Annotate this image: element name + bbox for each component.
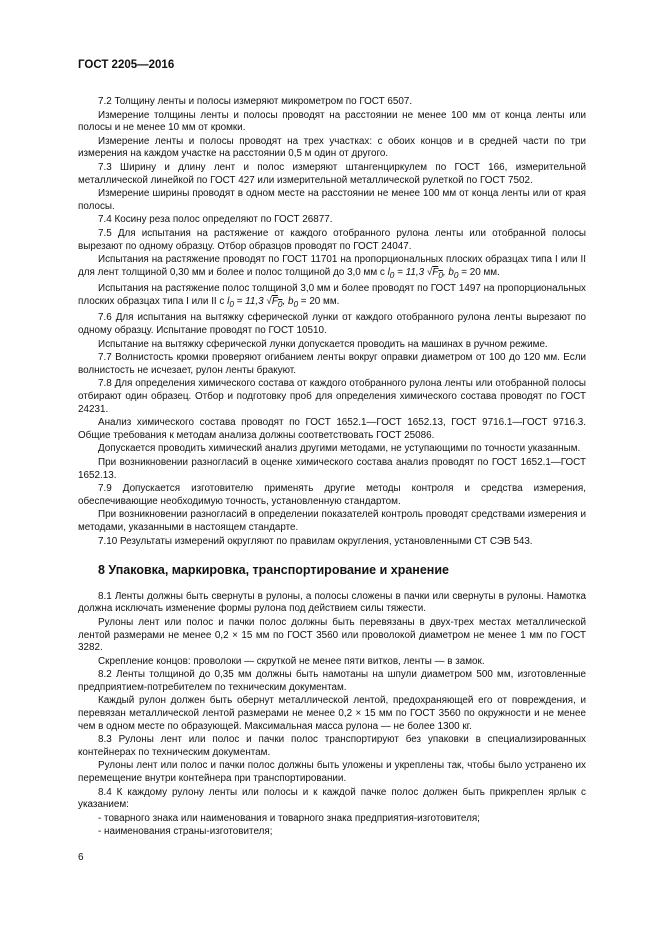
- formula-l: l: [227, 295, 230, 307]
- formula-F: F: [271, 295, 278, 307]
- paragraph: При возникновении разногласий в определении показателей контроль проводят средствами измерения и методами, указанными в настоящем стандарте.: [78, 509, 586, 533]
- paragraph: Рулоны лент или полос и пачки полос должны быть уложены и укреплены так, чтобы было устранено их перемещение внутри контейнера при транспортировании.: [78, 760, 586, 785]
- paragraph: Измерение толщины ленты и полосы проводят на расстоянии не менее 100 мм от конца ленты или полосы и не менее 10 мм от кромки.: [78, 109, 586, 134]
- paragraph: Рулоны лент или полос и пачки полос должны быть перевязаны в двух-трех местах металлической лентой размерами не менее 0,2 × 15 мм по ГОСТ 3560 или проволокой диаметром не менее 1 мм по ГОСТ 3282.: [78, 616, 586, 654]
- formula-l: l: [387, 266, 390, 278]
- paragraph: 7.9 Допускается изготовителю применять другие методы контроля и средства измерения, обеспечивающие необходимую точность, установленную стандартом.: [78, 483, 586, 507]
- formula: $l_0 = 11,3$ $√F_0$, $b_0$: [227, 295, 299, 309]
- paragraph-with-formula: [78, 254, 586, 282]
- sqrt-symbol: √: [266, 295, 272, 307]
- paragraph: Анализ химического состава проводят по ГОСТ 1652.1—ГОСТ 1652.13, ГОСТ 9716.1—ГОСТ 9716.3. Общие требования к методам анализа должны соответствовать ГОСТ 25086.: [78, 417, 586, 441]
- page-content: [78, 96, 586, 840]
- list-item: - товарного знака или наименования и товарного знака предприятия-изготовителя;: [98, 812, 480, 824]
- paragraph: 8.3 Рулоны лент или полос и пачки полос транспортируют без упаковки в специализированных контейнерах по техническим документам.: [78, 734, 586, 758]
- paragraph: Скрепление концов: проволоки — скруткой не менее пяти витков, ленты — в замок.: [98, 655, 485, 667]
- page-number: 6: [78, 852, 84, 863]
- formula-tail: = 20 мм.: [298, 295, 340, 307]
- paragraph: При возникновении разногласий в оценке химического состава анализ проводят по ГОСТ 1652.1—ГОСТ 1652.13.: [78, 456, 586, 481]
- formula-sub: 0: [277, 299, 283, 309]
- paragraph: 7.4 Косину реза полос определяют по ГОСТ 26877.: [98, 214, 333, 226]
- paragraph-text: Испытания на растяжение полос толщиной 3,0 мм и более проводят по ГОСТ 1497 на пропорциональных плоских образцах типа I или II с: [78, 283, 586, 307]
- paragraph: Каждый рулон должен быть обернут металлической лентой, предохраняющей его от повреждения, и перевязан металлической лентой размерами не менее 0,2 × 15 мм по ГОСТ 3560 по окружности и не менее чем в одном месте по образующей. Максимальная масса рулона — не более 1300 кг.: [78, 695, 586, 732]
- formula-tail: = 20 мм.: [458, 266, 500, 278]
- paragraph: Измерение ленты и полосы проводят на трех участках: с обоих концов и в средней части по три измерения на каждом участке на расстоянии 0,5 м один от другого.: [78, 135, 586, 160]
- formula-F: F: [432, 266, 439, 278]
- formula: $l_0 = 11,3$ $√F_0$, $b_0$: [387, 266, 459, 280]
- paragraph: 7.2 Толщину ленты и полосы измеряют микрометром по ГОСТ 6507.: [98, 96, 413, 107]
- formula-b: b: [448, 266, 454, 278]
- formula-eq: = 11,3: [233, 295, 267, 307]
- formula-eq: = 11,3: [394, 266, 427, 278]
- formula-sub: 0: [229, 299, 234, 309]
- sqrt-symbol: √: [426, 266, 433, 278]
- paragraph: 8.4 К каждому рулону ленты или полосы и к каждой пачке полос должен быть прикреплен ярлык с указанием:: [78, 786, 586, 811]
- paragraph: 7.8 Для определения химического состава от каждого отобранного рулона ленты или отобранной полосы отбирают один образец. Отбор и подготовку проб для определения химического состава проводят по ГОСТ 24231.: [78, 378, 586, 415]
- paragraph: 7.6 Для испытания на вытяжку сферической лунки от каждого отобранного рулона ленты вырезают по одному образцу. Испытание проводят по ГОСТ 10510.: [78, 312, 586, 337]
- formula-radicand: [272, 296, 283, 307]
- paragraph: 7.7 Волнистость кромки проверяют огибанием ленты вокруг оправки диаметром от 100 до 120 мм. Если волнистость не исчезает, рулон ленты бракуют.: [78, 352, 586, 376]
- formula-sub: 0: [389, 270, 395, 280]
- document-header: ГОСТ 2205—2016: [78, 59, 175, 71]
- formula-sub: 0: [293, 299, 299, 309]
- formula-b: b: [287, 295, 294, 307]
- paragraph: Испытание на вытяжку сферической лунки допускается проводить на машинах в ручном режиме.: [98, 338, 548, 350]
- paragraph: 8.1 Ленты должны быть свернуты в рулоны, а полосы сложены в пачки или свернуты в рулоны. Намотка должна исключать изменение формы рулона под действием силы тяжести.: [78, 590, 586, 615]
- paragraph-text: Испытания на растяжение проводят по ГОСТ 11701 на пропорциональных плоских образцах типа I или II для лент толщиной 0,30 мм и более и полос толщиной до 3,0 мм с: [78, 254, 586, 278]
- formula-sub: 0: [438, 270, 443, 280]
- formula-sub: 0: [453, 270, 459, 280]
- paragraph: 7.5 Для испытания на растяжение от каждого отобранного рулона ленты или отобранной полосы вырезают по одному образцу. Отбор образцов проводят по ГОСТ 24047.: [78, 227, 586, 252]
- section-title: 8 Упаковка, маркировка, транспортирование и хранение: [98, 563, 449, 578]
- paragraph: Измерение ширины проводят в одном месте на расстоянии не менее 100 мм от конца ленты или от края полосы.: [78, 188, 586, 212]
- paragraph: 8.2 Ленты толщиной до 0,35 мм должны быть намотаны на шпули диаметром 500 мм, изготовленные предприятием-потребителем по техническим документам.: [78, 669, 586, 693]
- paragraph: 7.3 Ширину и длину лент и полос измеряют штангенциркулем по ГОСТ 166, измерительной металлической линейкой по ГОСТ 427 или измерительной металлической рулеткой по ГОСТ 7502.: [78, 161, 586, 186]
- paragraph-with-formula: [78, 283, 586, 311]
- paragraph: 7.10 Результаты измерений округляют по правилам округления, установленными СТ СЭВ 543.: [98, 535, 533, 547]
- paragraph: Допускается проводить химический анализ другими методами, не уступающими по точности указанным.: [98, 443, 581, 455]
- formula-radicand: [432, 267, 443, 278]
- list-item: - наименования страны-изготовителя;: [98, 826, 273, 838]
